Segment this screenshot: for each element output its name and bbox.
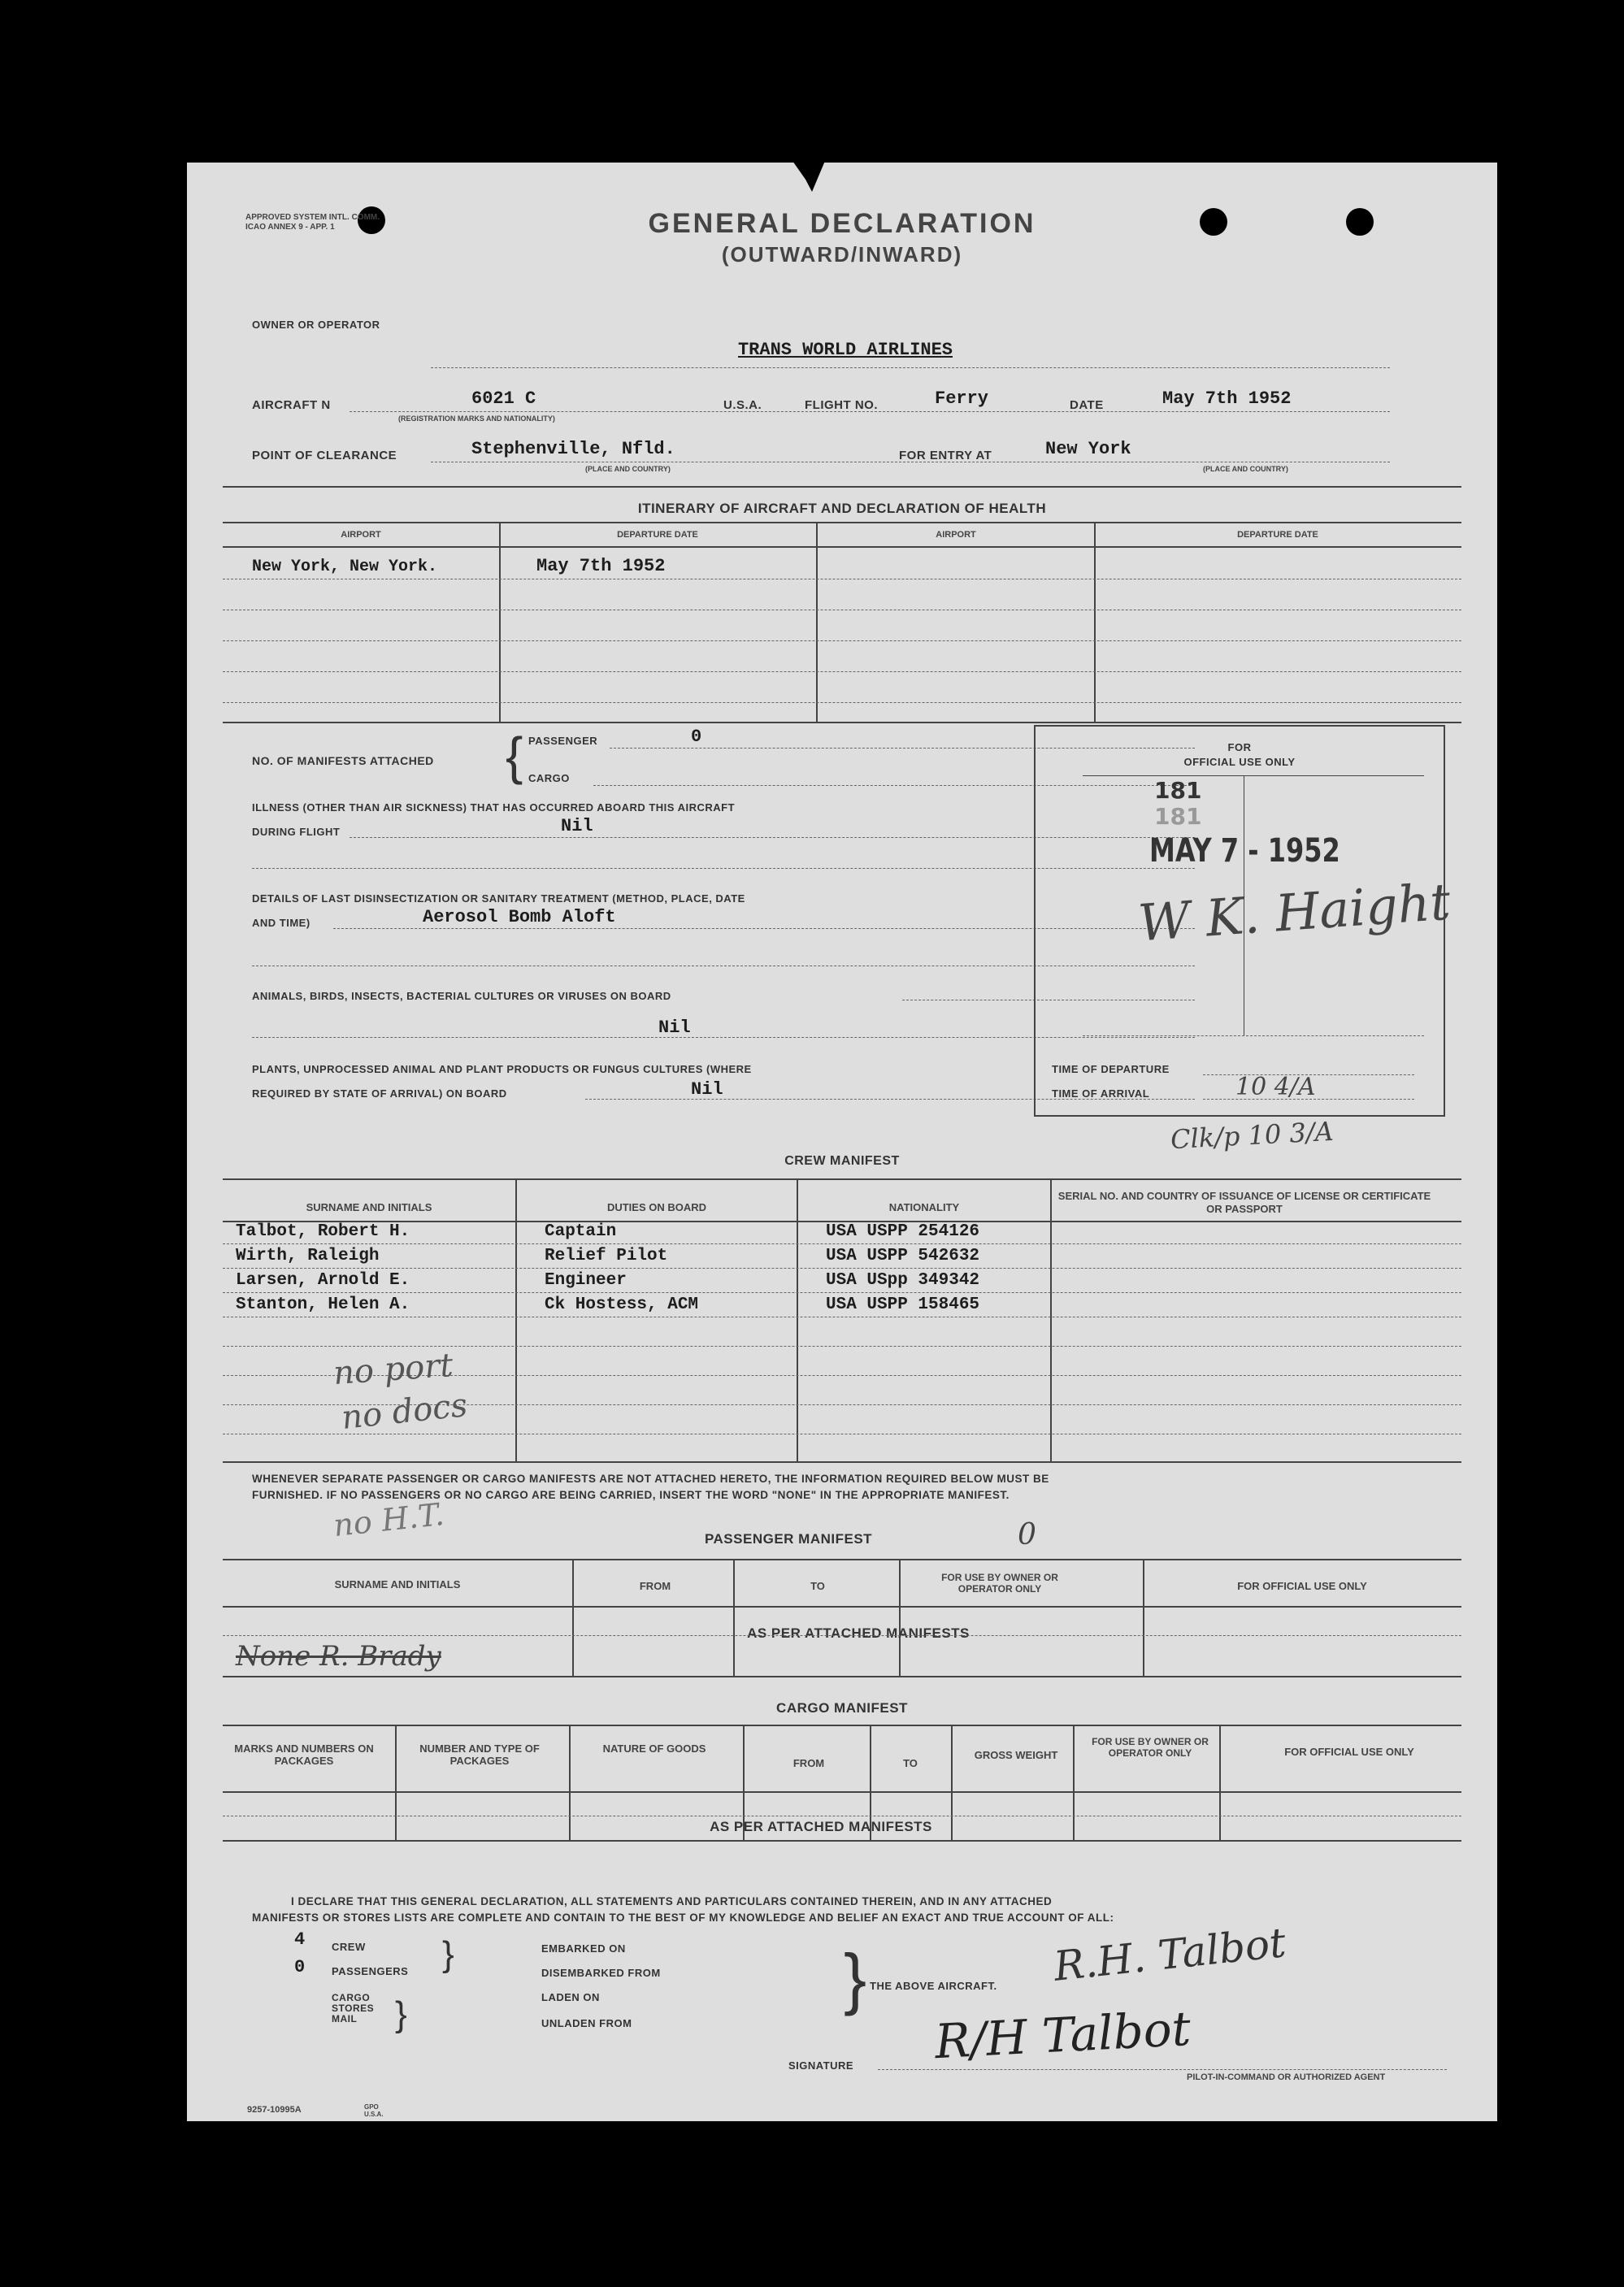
crew-row-4-nationality: USA USPP 158465 xyxy=(826,1295,980,1314)
passenger-value: 0 xyxy=(691,727,702,747)
notice-line-1: WHENEVER SEPARATE PASSENGER OR CARGO MANIFESTS ARE NOT ATTACHED HERETO, THE INFORMATION REQUIRED BELOW MUST BE xyxy=(252,1473,1049,1485)
flight-value: Ferry xyxy=(935,388,989,409)
owner-value: TRANS WORLD AIRLINES xyxy=(737,340,953,360)
aircraft-note: (REGISTRATION MARKS AND NATIONALITY) xyxy=(398,414,555,423)
cargo-header-official: FOR OFFICIAL USE ONLY xyxy=(1284,1746,1414,1758)
crew-header-name: SURNAME AND INITIALS xyxy=(306,1201,432,1213)
crew-count-label: CREW xyxy=(332,1941,366,1953)
passenger-title: PASSENGER MANIFEST xyxy=(704,1531,873,1547)
gpo-mark: GPO U.S.A. xyxy=(364,2103,384,2118)
crew-brace: } xyxy=(442,1934,454,1974)
document-page xyxy=(187,163,1497,2121)
above-aircraft-label: THE ABOVE AIRCRAFT. xyxy=(870,1980,997,1992)
cargo-per-attached: AS PER ATTACHED MANIFESTS xyxy=(710,1819,932,1834)
pax-count: 0 xyxy=(294,1957,306,1977)
punch-hole-right xyxy=(1346,208,1374,236)
entry-note: (PLACE AND COUNTRY) xyxy=(1203,465,1288,473)
itinerary-title: ITINERARY OF AIRCRAFT AND DECLARATION OF HEALTH xyxy=(637,501,1047,516)
crew-row-4-duty: Ck Hostess, ACM xyxy=(545,1295,699,1314)
pax-count-label: PASSENGERS xyxy=(332,1965,409,1977)
official-note: Clk/p 10 3/A xyxy=(1170,1115,1335,1156)
itinerary-header-airport-2: AIRPORT xyxy=(936,530,976,540)
passenger-header-official: FOR OFFICIAL USE ONLY xyxy=(1237,1580,1367,1592)
disembarked-label: DISEMBARKED FROM xyxy=(541,1967,661,1979)
crew-header-serial: SERIAL NO. AND COUNTRY OF ISSUANCE OF LICENSE OR CERTIFICATE OR PASSPORT xyxy=(1057,1190,1431,1215)
official-number-1: 181 xyxy=(1154,777,1202,804)
crew-row-3-nationality: USA USpp 349342 xyxy=(826,1271,980,1290)
cargo-header-from: FROM xyxy=(792,1757,825,1769)
crew-row-2-duty: Relief Pilot xyxy=(545,1247,668,1265)
manifests-brace: { xyxy=(506,727,523,785)
date-value: May 7th 1952 xyxy=(1162,388,1292,409)
passenger-count: 0 xyxy=(1018,1518,1036,1551)
crew-row-4-name: Stanton, Helen A. xyxy=(236,1295,410,1314)
signer-label: PILOT-IN-COMMAND OR AUTHORIZED AGENT xyxy=(1187,2072,1386,2082)
unladen-label: UNLADEN FROM xyxy=(541,2017,632,2029)
itinerary-header-airport-1: AIRPORT xyxy=(341,530,381,540)
departure-label: TIME OF DEPARTURE xyxy=(1052,1063,1170,1075)
declaration-line-1: I DECLARE THAT THIS GENERAL DECLARATION, ALL STATEMENTS AND PARTICULARS CONTAINED THEREIN, AND IN ANY ATTACHED xyxy=(291,1895,1053,1907)
during-flight-label: DURING FLIGHT xyxy=(252,826,341,838)
cargo-header-nature: NATURE OF GOODS xyxy=(602,1742,706,1755)
passenger-per-attached: AS PER ATTACHED MANIFESTS xyxy=(747,1625,970,1641)
arrival-label: TIME OF ARRIVAL xyxy=(1052,1087,1150,1100)
signature-1: R.H. Talbot xyxy=(1051,1919,1288,1990)
crew-row-2-nationality: USA USPP 542632 xyxy=(826,1247,980,1265)
crew-title: CREW MANIFEST xyxy=(784,1154,900,1168)
form-subtitle: (OUTWARD/INWARD) xyxy=(721,242,963,267)
cargo-stores-mail-label: CARGO STORES MAIL xyxy=(332,1992,375,2024)
passenger-header-to: TO xyxy=(810,1580,825,1592)
passenger-header-owner: FOR USE BY OWNER OR OPERATOR ONLY xyxy=(941,1572,1058,1595)
notice-line-2: FURNISHED. IF NO PASSENGERS OR NO CARGO ARE BEING CARRIED, INSERT THE WORD "NONE" IN THE APPROPRIATE MANIFEST. xyxy=(252,1489,1010,1501)
approval-note: APPROVED SYSTEM INTL. COMM. ICAO ANNEX 9 - APP. 1 xyxy=(245,213,380,232)
clearance-label: POINT OF CLEARANCE xyxy=(252,449,397,462)
crew-count: 4 xyxy=(294,1929,306,1950)
crew-row-3-duty: Engineer xyxy=(545,1271,627,1290)
official-title-1: FOR xyxy=(1227,741,1252,753)
crew-row-3-name: Larsen, Arnold E. xyxy=(236,1271,410,1290)
cargo-title: CARGO MANIFEST xyxy=(776,1700,908,1716)
passenger-header-from: FROM xyxy=(639,1580,671,1592)
entry-value: New York xyxy=(1045,439,1131,459)
signature-2: R/H Talbot xyxy=(933,2000,1192,2070)
official-signature: W K. Haight xyxy=(1135,871,1452,953)
animals-label: ANIMALS, BIRDS, INSECTS, BACTERIAL CULTURES OR VIRUSES ON BOARD xyxy=(252,990,671,1002)
punch-hole-center xyxy=(1200,208,1227,236)
itinerary-row1-date: May 7th 1952 xyxy=(536,556,666,576)
embarked-label: EMBARKED ON xyxy=(541,1942,626,1955)
plants-value: Nil xyxy=(691,1079,723,1100)
cargo-brace: } xyxy=(395,1994,407,2034)
paper-tear xyxy=(792,163,825,192)
plants-label-2: REQUIRED BY STATE OF ARRIVAL) ON BOARD xyxy=(252,1087,507,1100)
flight-label: FLIGHT NO. xyxy=(805,398,878,412)
crew-row-1-duty: Captain xyxy=(545,1222,617,1241)
signature-label: SIGNATURE xyxy=(788,2059,854,2072)
cargo-label: CARGO xyxy=(528,772,570,784)
aircraft-value: 6021 C xyxy=(471,388,536,409)
form-title: GENERAL DECLARATION xyxy=(648,208,1036,239)
aircraft-brace: } xyxy=(844,1940,867,2016)
plants-label-1: PLANTS, UNPROCESSED ANIMAL AND PLANT PRODUCTS OR FUNGUS CULTURES (WHERE xyxy=(252,1063,752,1075)
clearance-note: (PLACE AND COUNTRY) xyxy=(585,465,671,473)
illness-label: ILLNESS (OTHER THAN AIR SICKNESS) THAT HAS OCCURRED ABOARD THIS AIRCRAFT xyxy=(252,801,736,814)
date-label: DATE xyxy=(1070,398,1104,412)
crew-handwritten-1: no port xyxy=(332,1346,454,1393)
crew-handwritten-2: no docs xyxy=(340,1387,470,1437)
animals-value: Nil xyxy=(658,1018,691,1038)
declaration-line-2: MANIFESTS OR STORES LISTS ARE COMPLETE AND CONTAIN TO THE BEST OF MY KNOWLEDGE AND BELIEF AN EXACT AND TRUE ACCOUNT OF ALL: xyxy=(252,1912,1114,1924)
illness-value: Nil xyxy=(561,816,593,836)
official-number-2: 181 xyxy=(1154,803,1202,830)
manifests-label: NO. OF MANIFESTS ATTACHED xyxy=(252,754,434,767)
crew-row-2-name: Wirth, Raleigh xyxy=(236,1247,380,1265)
notice-handwritten: no H.T. xyxy=(332,1495,446,1544)
form-number: 9257-10995A xyxy=(247,2105,302,2115)
cargo-header-weight: GROSS WEIGHT xyxy=(974,1749,1058,1761)
owner-label: OWNER OR OPERATOR xyxy=(252,319,380,331)
disinsect-label-1: DETAILS OF LAST DISINSECTIZATION OR SANITARY TREATMENT (METHOD, PLACE, DATE xyxy=(252,892,745,905)
crew-row-1-nationality: USA USPP 254126 xyxy=(826,1222,980,1241)
aircraft-nationality: U.S.A. xyxy=(723,398,762,412)
entry-label: FOR ENTRY AT xyxy=(899,449,992,462)
laden-label: LADEN ON xyxy=(541,1991,600,2003)
itinerary-row1-airport: New York, New York. xyxy=(252,558,438,576)
clearance-value: Stephenville, Nfld. xyxy=(471,439,675,459)
itinerary-header-date-2: DEPARTURE DATE xyxy=(1237,530,1318,540)
crew-row-1-name: Talbot, Robert H. xyxy=(236,1222,410,1241)
passenger-header-name: SURNAME AND INITIALS xyxy=(334,1578,461,1590)
arrival-value: 10 4/A xyxy=(1235,1073,1316,1101)
cargo-header-number: NUMBER AND TYPE OF PACKAGES xyxy=(419,1742,540,1767)
aircraft-label: AIRCRAFT N xyxy=(252,398,331,412)
crew-header-nationality: NATIONALITY xyxy=(888,1201,960,1213)
disinsect-value: Aerosol Bomb Aloft xyxy=(423,907,616,927)
cargo-header-owner: FOR USE BY OWNER OR OPERATOR ONLY xyxy=(1092,1736,1209,1759)
itinerary-header-date-1: DEPARTURE DATE xyxy=(617,530,698,540)
official-title-2: OFFICIAL USE ONLY xyxy=(1183,756,1296,768)
passenger-label: PASSENGER xyxy=(528,735,598,747)
date-stamp: MAY 7 - 1952 xyxy=(1149,832,1340,870)
crew-header-duty: DUTIES ON BOARD xyxy=(606,1201,707,1213)
disinsect-label-2: AND TIME) xyxy=(252,917,310,929)
cargo-header-marks: MARKS AND NUMBERS ON PACKAGES xyxy=(234,1742,374,1767)
cargo-header-to: TO xyxy=(903,1757,918,1769)
passenger-handwritten: None R. Brady xyxy=(236,1640,441,1673)
